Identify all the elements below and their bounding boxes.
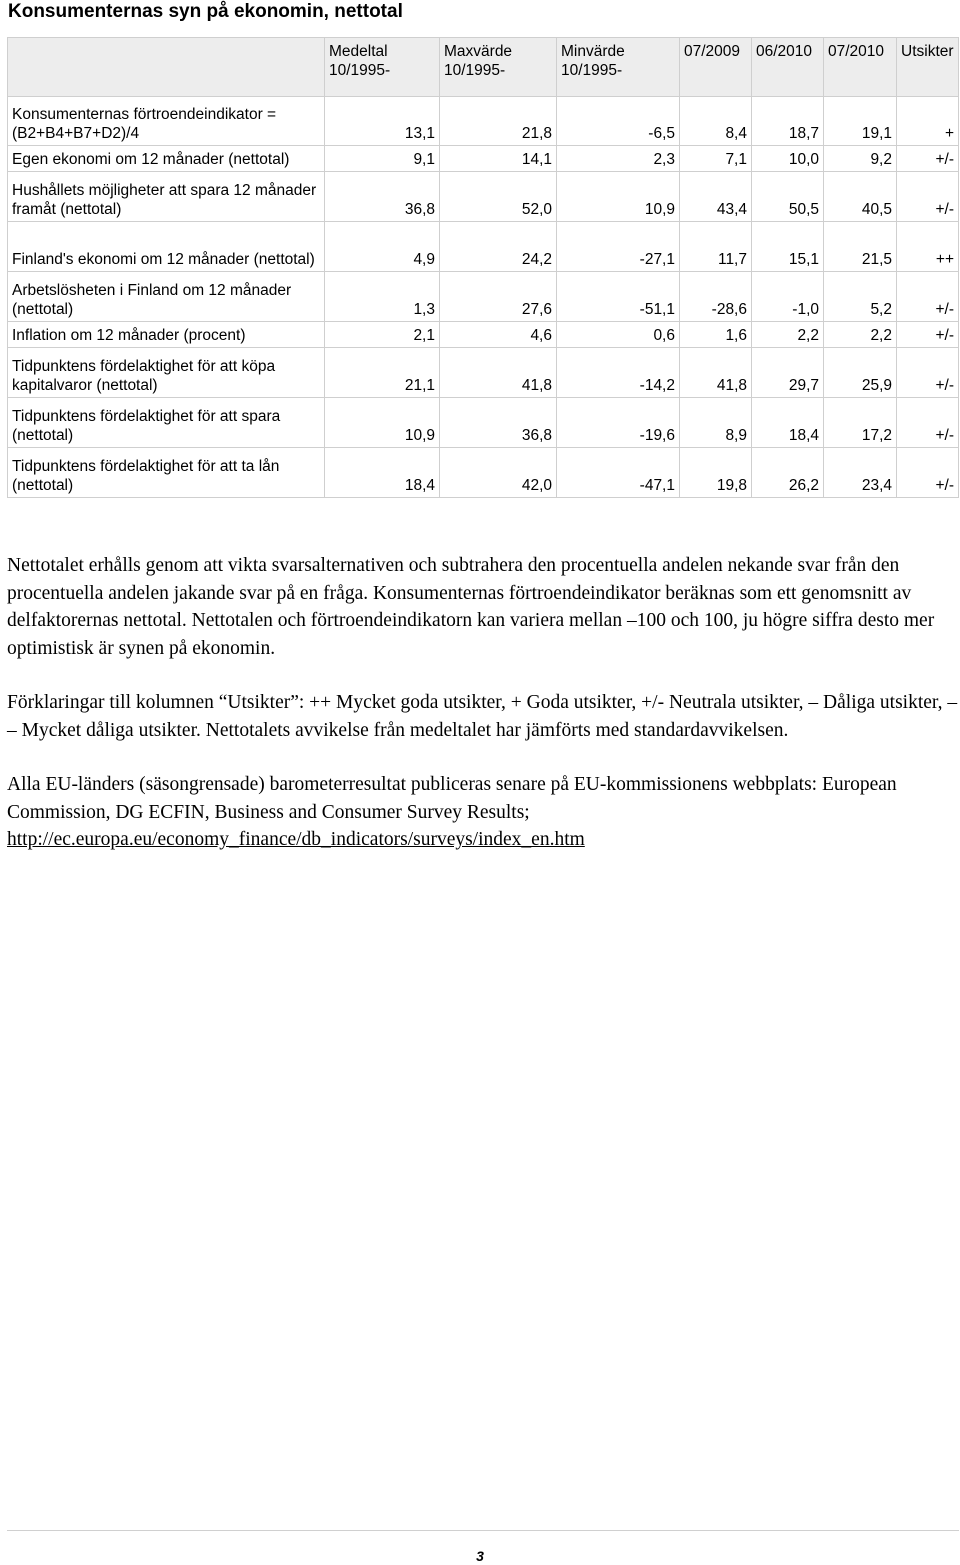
table-cell: 2,1	[325, 322, 440, 348]
column-header: 07/2010	[824, 38, 897, 97]
table-cell: -27,1	[557, 222, 680, 272]
note-eu-results	[7, 771, 959, 854]
table-cell: 42,0	[440, 448, 557, 498]
table-cell: -6,5	[557, 97, 680, 146]
row-label: Inflation om 12 månader (procent)	[8, 322, 325, 348]
table-cell: 9,1	[325, 146, 440, 172]
table-cell: 2,2	[752, 322, 824, 348]
table-row	[8, 97, 959, 146]
row-label: Finland's ekonomi om 12 månader (nettotal)	[8, 222, 325, 272]
table-cell: 50,5	[752, 172, 824, 222]
table-cell: 13,1	[325, 97, 440, 146]
row-label: Egen ekonomi om 12 månader (nettotal)	[8, 146, 325, 172]
column-header: 07/2009	[680, 38, 752, 97]
table-cell: 11,7	[680, 222, 752, 272]
table-cell: 5,2	[824, 272, 897, 322]
table-cell: -47,1	[557, 448, 680, 498]
column-header: Minvärde 10/1995-	[557, 38, 680, 97]
table-cell: +/-	[897, 272, 959, 322]
table-cell: -28,6	[680, 272, 752, 322]
footer-divider	[7, 1530, 959, 1531]
table-cell: 40,5	[824, 172, 897, 222]
table-cell: 36,8	[440, 398, 557, 448]
row-label: Hushållets möjligheter att spara 12 månader framåt (nettotal)	[8, 172, 325, 222]
table-row	[8, 272, 959, 322]
table-cell: 25,9	[824, 348, 897, 398]
row-label: Arbetslösheten i Finland om 12 månader (nettotal)	[8, 272, 325, 322]
table-cell: 8,9	[680, 398, 752, 448]
note-nettotal: Nettotalet erhålls genom att vikta svarsalternativen och subtrahera den procentuella andelen nekande svar från den procentuella andelen jakande svar på en fråga. Konsumenternas förtroendeindikator beräknas som ett genomsnitt av delfaktorernas nettotal. Nettotalen och förtroendeindikatorn kan variera mellan –100 och 100, ju högre siffra desto mer optimistisk är synen på ekonomin.	[7, 555, 935, 659]
table-cell: 18,4	[325, 448, 440, 498]
column-header: Maxvärde 10/1995-	[440, 38, 557, 97]
column-header: Utsikter	[897, 38, 959, 97]
table-cell: 14,1	[440, 146, 557, 172]
table-cell: +/-	[897, 448, 959, 498]
table-cell: +/-	[897, 398, 959, 448]
table-cell: 27,6	[440, 272, 557, 322]
explanatory-notes	[7, 552, 959, 881]
table-row	[8, 146, 959, 172]
table-row	[8, 398, 959, 448]
table-cell: -1,0	[752, 272, 824, 322]
table-cell: 1,6	[680, 322, 752, 348]
table-cell: 18,7	[752, 97, 824, 146]
table-cell: -19,6	[557, 398, 680, 448]
table-cell: ++	[897, 222, 959, 272]
table-cell: 7,1	[680, 146, 752, 172]
table-cell: 41,8	[680, 348, 752, 398]
table-cell: -51,1	[557, 272, 680, 322]
table-row	[8, 222, 959, 272]
table-cell: 21,5	[824, 222, 897, 272]
table-cell: 15,1	[752, 222, 824, 272]
table-cell: 4,9	[325, 222, 440, 272]
table-row	[8, 448, 959, 498]
note-utsikter: Förklaringar till kolumnen “Utsikter”: ++ Mycket goda utsikter, + Goda utsikter, +/- Neutrala utsikter, – Dåliga utsikter, – – Mycket dåliga utsikter. Nettotalets avvikelse från medeltalet har jämförts med standardavvikelsen.	[7, 692, 958, 741]
row-label: Tidpunktens fördelaktighet för att spara (nettotal)	[8, 398, 325, 448]
column-header: Medeltal 10/1995-	[325, 38, 440, 97]
table-cell: 21,8	[440, 97, 557, 146]
table-cell: 21,1	[325, 348, 440, 398]
table-cell: 10,0	[752, 146, 824, 172]
table-cell: 2,2	[824, 322, 897, 348]
table-cell: 19,1	[824, 97, 897, 146]
table-cell: 4,6	[440, 322, 557, 348]
page-title: Konsumenternas syn på ekonomin, nettotal	[8, 1, 403, 22]
table-cell: 17,2	[824, 398, 897, 448]
table-cell: 23,4	[824, 448, 897, 498]
row-label: Konsumenternas förtroendeindikator = (B2+B4+B7+D2)/4	[8, 97, 325, 146]
table-cell: 36,8	[325, 172, 440, 222]
table-header-row	[8, 38, 959, 97]
table-cell: 9,2	[824, 146, 897, 172]
table-row	[8, 348, 959, 398]
column-header: 06/2010	[752, 38, 824, 97]
table-cell: 19,8	[680, 448, 752, 498]
table-cell: 0,6	[557, 322, 680, 348]
table-cell: 52,0	[440, 172, 557, 222]
table-cell: 1,3	[325, 272, 440, 322]
indicator-table	[7, 37, 959, 498]
page-number: 3	[476, 1548, 484, 1564]
table-cell: 10,9	[325, 398, 440, 448]
table-cell: 18,4	[752, 398, 824, 448]
table-cell: 43,4	[680, 172, 752, 222]
table-cell: 8,4	[680, 97, 752, 146]
table-cell: +/-	[897, 146, 959, 172]
table-row	[8, 172, 959, 222]
table-cell: +/-	[897, 322, 959, 348]
row-label: Tidpunktens fördelaktighet för att köpa kapitalvaror (nettotal)	[8, 348, 325, 398]
table-cell: 26,2	[752, 448, 824, 498]
table-cell: +	[897, 97, 959, 146]
ecfin-link[interactable]: http://ec.europa.eu/economy_finance/db_indicators/surveys/index_en.htm	[7, 829, 585, 850]
table-cell: 10,9	[557, 172, 680, 222]
table-cell: +/-	[897, 348, 959, 398]
table-cell: 29,7	[752, 348, 824, 398]
table-cell: 24,2	[440, 222, 557, 272]
row-label: Tidpunktens fördelaktighet för att ta lån (nettotal)	[8, 448, 325, 498]
note-eu-text: Alla EU-länders (säsongrensade) barometerresultat publiceras senare på EU-kommissionens webbplats: European Commission, DG ECFIN, Business and Consumer Survey Results;	[7, 774, 897, 823]
table-cell: +/-	[897, 172, 959, 222]
table-cell: 2,3	[557, 146, 680, 172]
table-cell: -14,2	[557, 348, 680, 398]
header-label-cell	[8, 38, 325, 97]
table-cell: 41,8	[440, 348, 557, 398]
table-row	[8, 322, 959, 348]
